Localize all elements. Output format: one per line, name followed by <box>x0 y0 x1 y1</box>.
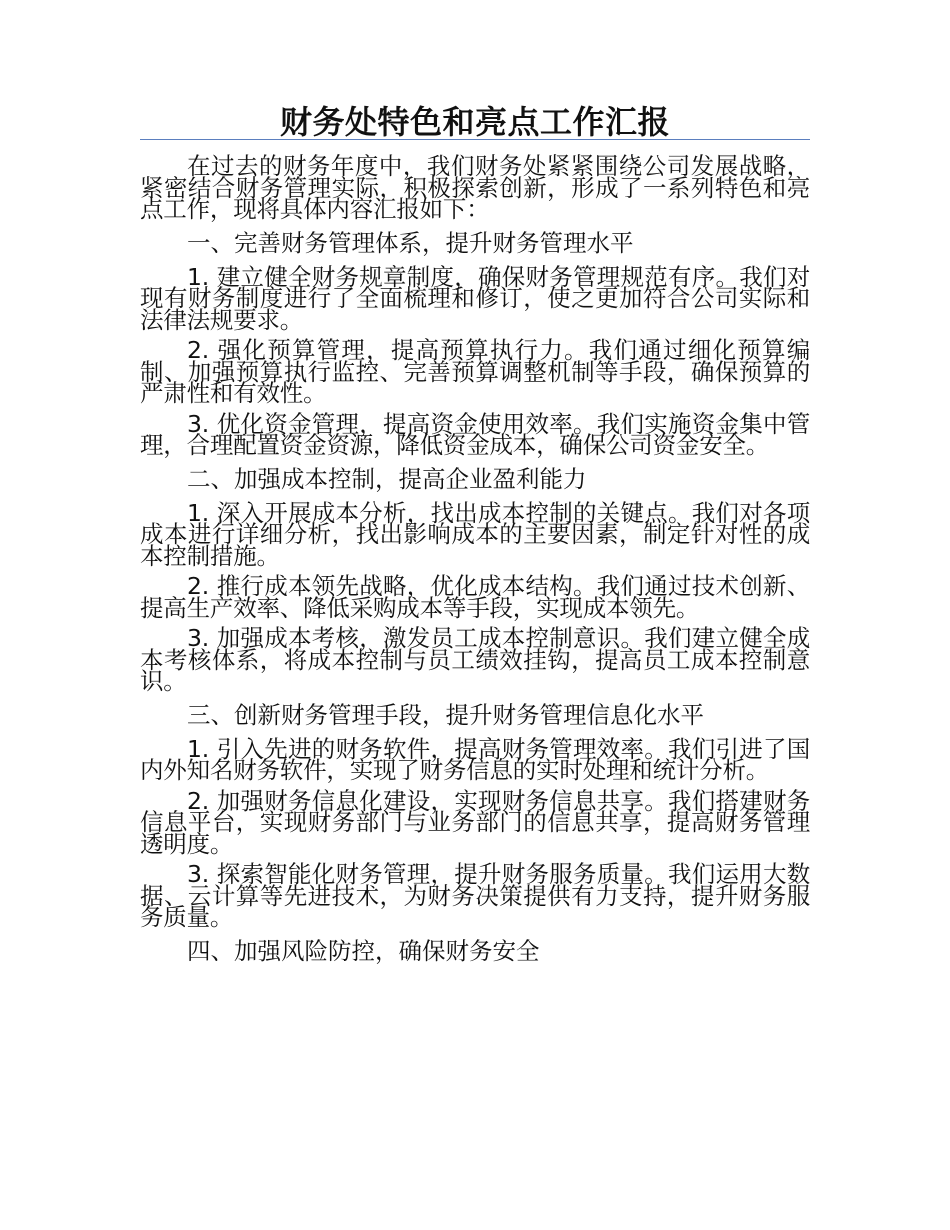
document-title: 财务处特色和亮点工作汇报 <box>279 103 670 141</box>
paragraph-3-1: 1. 引入先进的财务软件，提高财务管理效率。我们引进了国内外知名财务软件，实现了财务信息的实时处理和统计分析。 <box>140 734 810 784</box>
paragraph-2-2: 2. 推行成本领先战略，优化成本结构。我们通过技术创新、提高生产效率、降低采购成本等手段，实现成本领先。 <box>140 572 810 622</box>
paragraph-2-1: 1. 深入开展成本分析，找出成本控制的关键点。我们对各项成本进行详细分析，找出影响成本的主要因素，制定针对性的成本控制措施。 <box>140 498 810 570</box>
paragraph-1-3: 3. 优化资金管理，提高资金使用效率。我们实施资金集中管理，合理配置资金资源，降低资金成本，确保公司资金安全。 <box>140 409 810 459</box>
section-heading-2: 二、加强成本控制，提高企业盈利能力 <box>187 464 587 493</box>
section-heading-1: 一、完善财务管理体系，提升财务管理水平 <box>187 228 634 257</box>
paragraph-3-3: 3. 探索智能化财务管理，提升财务服务质量。我们运用大数据、云计算等先进技术，为财务决策提供有力支持，提升财务服务质量。 <box>140 860 810 931</box>
section-heading-3: 三、创新财务管理手段，提升财务管理信息化水平 <box>187 700 704 729</box>
paragraph-1-2: 2. 强化预算管理，提高预算执行力。我们通过细化预算编制、加强预算执行监控、完善预算调整机制等手段，确保预算的严肃性和有效性。 <box>140 336 810 407</box>
paragraph-2-3: 3. 加强成本考核，激发员工成本控制意识。我们建立健全成本考核体系，将成本控制与员工绩效挂钩，提高员工成本控制意识。 <box>140 624 810 695</box>
paragraph-1-1: 1. 建立健全财务规章制度，确保财务管理规范有序。我们对现有财务制度进行了全面梳理和修订，使之更加符合公司实际和法律法规要求。 <box>140 262 810 334</box>
title-underline <box>140 139 810 140</box>
intro-paragraph: 在过去的财务年度中，我们财务处紧紧围绕公司发展战略，紧密结合财务管理实际，积极探索创新，形成了一系列特色和亮点工作，现将具体内容汇报如下： <box>140 152 810 223</box>
section-heading-4: 四、加强风险防控，确保财务安全 <box>187 936 540 965</box>
paragraph-3-2: 2. 加强财务信息化建设，实现财务信息共享。我们搭建财务信息平台，实现财务部门与业务部门的信息共享，提高财务管理透明度。 <box>140 786 810 858</box>
document-body <box>140 152 810 975</box>
